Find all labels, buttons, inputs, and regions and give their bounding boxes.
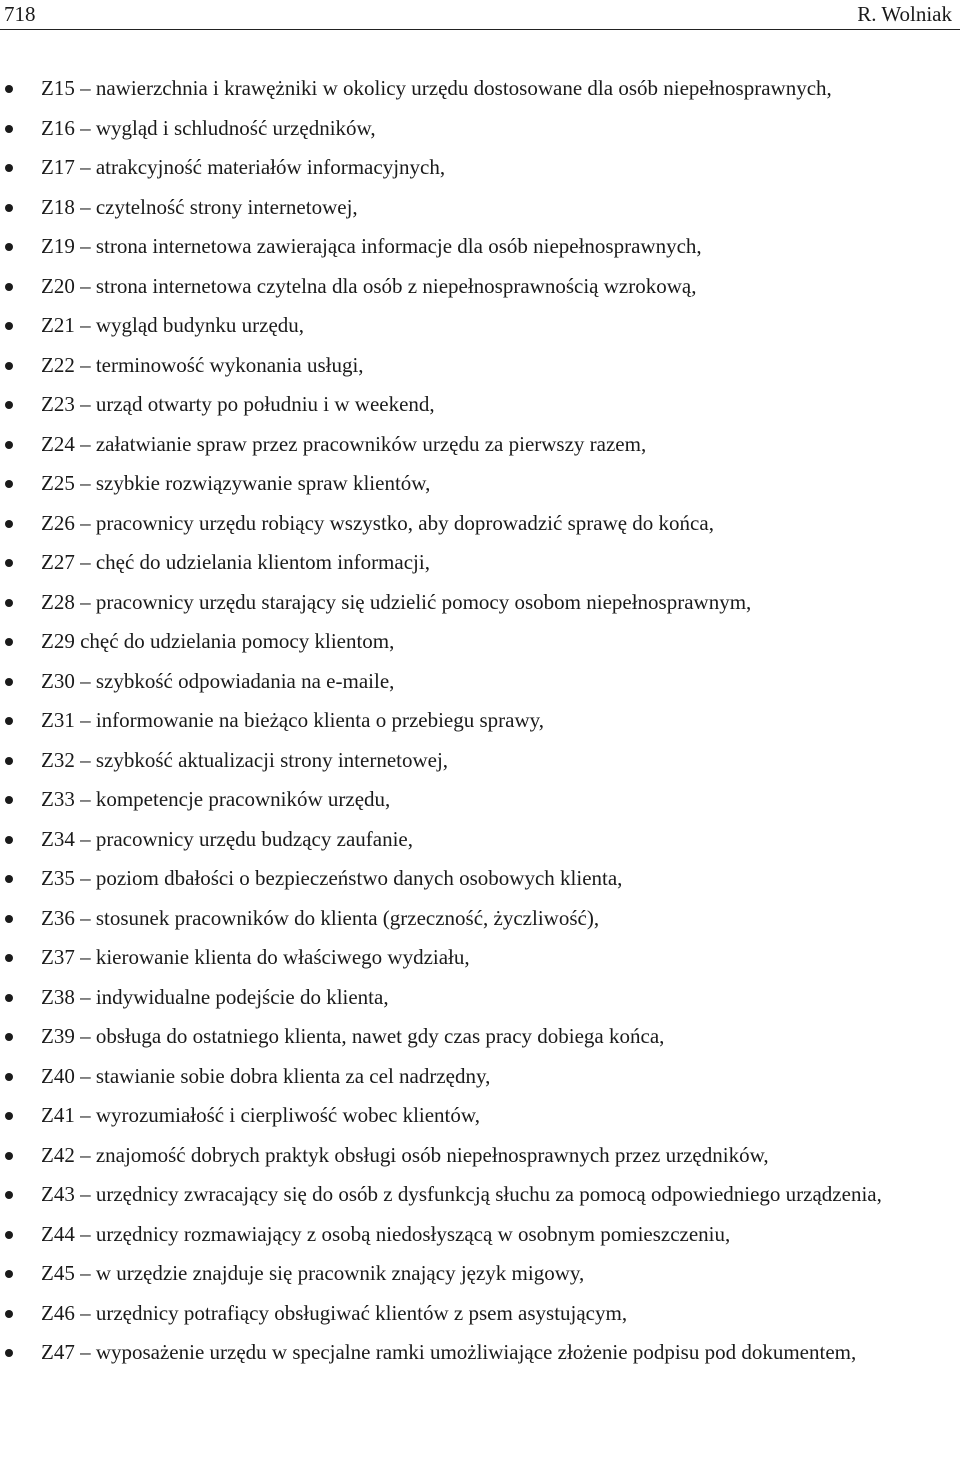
list-item: Z43 – urzędnicy zwracający się do osób z dysfunkcją słuchu za pomocą odpowiedniego urządzenia, (0, 1175, 960, 1215)
factor-list (0, 69, 960, 1373)
page-header (0, 0, 960, 30)
page-number: 718 (4, 2, 36, 26)
list-item: Z17 – atrakcyjność materiałów informacyjnych, (0, 148, 960, 188)
list-item: Z37 – kierowanie klienta do właściwego wydziału, (0, 938, 960, 978)
running-head: R. Wolniak (857, 2, 952, 26)
list-item: Z23 – urząd otwarty po południu i w weekend, (0, 385, 960, 425)
list-item: Z33 – kompetencje pracowników urzędu, (0, 780, 960, 820)
list-item: Z44 – urzędnicy rozmawiający z osobą niedosłyszącą w osobnym pomieszczeniu, (0, 1215, 960, 1255)
list-item: Z15 – nawierzchnia i krawężniki w okolicy urzędu dostosowane dla osób niepełnosprawnych, (0, 69, 960, 109)
list-item: Z36 – stosunek pracowników do klienta (grzeczność, życzliwość), (0, 899, 960, 939)
list-item: Z18 – czytelność strony internetowej, (0, 188, 960, 228)
list-item: Z19 – strona internetowa zawierająca informacje dla osób niepełnosprawnych, (0, 227, 960, 267)
list-item: Z42 – znajomość dobrych praktyk obsługi osób niepełnosprawnych przez urzędników, (0, 1136, 960, 1176)
list-item: Z41 – wyrozumiałość i cierpliwość wobec klientów, (0, 1096, 960, 1136)
list-item: Z34 – pracownicy urzędu budzący zaufanie, (0, 820, 960, 860)
list-item: Z40 – stawianie sobie dobra klienta za cel nadrzędny, (0, 1057, 960, 1097)
list-item: Z24 – załatwianie spraw przez pracowników urzędu za pierwszy razem, (0, 425, 960, 465)
list-item: Z28 – pracownicy urzędu starający się udzielić pomocy osobom niepełnosprawnym, (0, 583, 960, 623)
list-item: Z31 – informowanie na bieżąco klienta o przebiegu sprawy, (0, 701, 960, 741)
list-item: Z21 – wygląd budynku urzędu, (0, 306, 960, 346)
list-item: Z20 – strona internetowa czytelna dla osób z niepełnosprawnością wzrokową, (0, 267, 960, 307)
list-item: Z38 – indywidualne podejście do klienta, (0, 978, 960, 1018)
list-item: Z16 – wygląd i schludność urzędników, (0, 109, 960, 149)
list-item: Z26 – pracownicy urzędu robiący wszystko, aby doprowadzić sprawę do końca, (0, 504, 960, 544)
list-item: Z47 – wyposażenie urzędu w specjalne ramki umożliwiające złożenie podpisu pod dokumentem, (0, 1333, 960, 1373)
list-item: Z29 chęć do udzielania pomocy klientom, (0, 622, 960, 662)
list-item: Z22 – terminowość wykonania usługi, (0, 346, 960, 386)
list-item: Z25 – szybkie rozwiązywanie spraw klientów, (0, 464, 960, 504)
list-item: Z45 – w urzędzie znajduje się pracownik znający język migowy, (0, 1254, 960, 1294)
list-item: Z35 – poziom dbałości o bezpieczeństwo danych osobowych klienta, (0, 859, 960, 899)
list-item: Z30 – szybkość odpowiadania na e-maile, (0, 662, 960, 702)
list-item: Z46 – urzędnicy potrafiący obsługiwać klientów z psem asystującym, (0, 1294, 960, 1334)
list-item: Z39 – obsługa do ostatniego klienta, nawet gdy czas pracy dobiega końca, (0, 1017, 960, 1057)
list-item: Z27 – chęć do udzielania klientom informacji, (0, 543, 960, 583)
list-item: Z32 – szybkość aktualizacji strony internetowej, (0, 741, 960, 781)
